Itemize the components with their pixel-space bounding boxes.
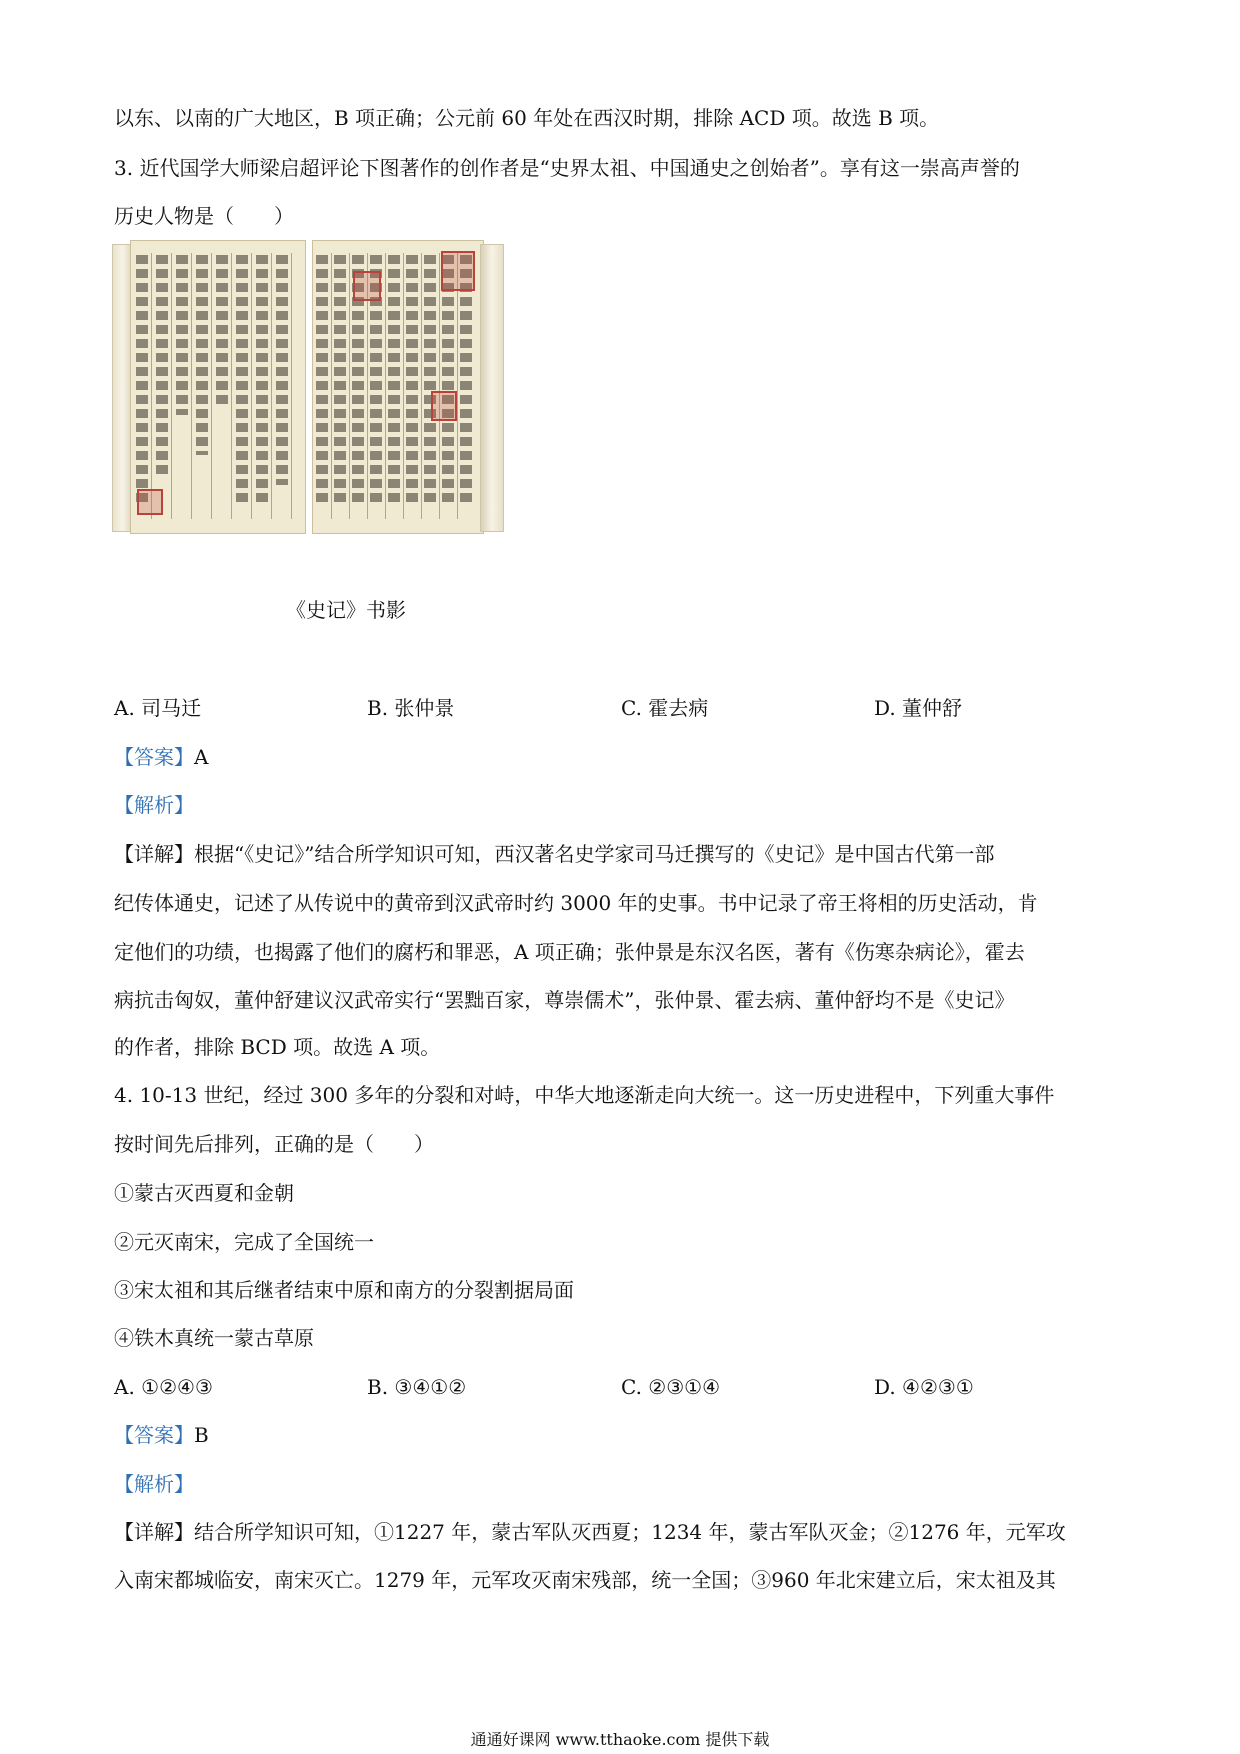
detail-tag: 【详解】 <box>114 1520 194 1544</box>
detail-line <box>114 1517 1134 1547</box>
option-b: B. 张仲景 <box>367 696 455 720</box>
analysis-tag: 【解析】 <box>114 1472 194 1496</box>
text-line: 以东、以南的广大地区，B 项正确；公元前 60 年处在西汉时期，排除 ACD 项。故选 B 项。 <box>114 106 940 130</box>
question-4-item: ①蒙古灭西夏和金朝 <box>114 1181 294 1205</box>
book-page-left <box>130 240 306 534</box>
question-3-stem-cont: 历史人物是（ ） <box>114 204 294 228</box>
detail-tag: 【详解】 <box>114 842 194 866</box>
question-4-options <box>114 1372 1124 1402</box>
option-c: C. ②③①④ <box>621 1375 721 1399</box>
question-4-item: ③宋太祖和其后继者结束中原和南方的分裂割据局面 <box>114 1278 574 1302</box>
question-3-options <box>114 693 1124 723</box>
detail-line: 入南宋都城临安，南宋灭亡。1279 年，元军攻灭南宋残部，统一全国；③960 年北宋建立后，宋太祖及其 <box>114 1568 1056 1592</box>
detail-line <box>114 839 1134 869</box>
option-b: B. ③④①② <box>367 1375 467 1399</box>
option-a: A. ①②④③ <box>114 1375 213 1399</box>
analysis-line <box>114 790 1134 820</box>
question-4-item: ④铁木真统一蒙古草原 <box>114 1326 314 1350</box>
seal-stamp <box>137 489 163 515</box>
option-a: A. 司马迁 <box>114 696 202 720</box>
detail-text: 结合所学知识可知，①1227 年，蒙古军队灭西夏；1234 年，蒙古军队灭金；②1276 年，元军攻 <box>194 1520 1066 1544</box>
seal-stamp <box>441 251 475 291</box>
page-footer: 通通好课网 www.tthaoke.com 提供下载 <box>470 1730 770 1749</box>
answer-value: A <box>194 745 209 769</box>
book-page-right <box>312 240 484 534</box>
answer-tag: 【答案】 <box>114 1423 194 1447</box>
detail-line: 病抗击匈奴，董仲舒建议汉武帝实行“罢黜百家，尊崇儒术”，张仲景、霍去病、董仲舒均不是《史记》 <box>114 988 1015 1012</box>
scroll-rod-right <box>480 244 504 532</box>
question-4-item: ②元灭南宋，完成了全国统一 <box>114 1230 374 1254</box>
answer-tag: 【答案】 <box>114 745 194 769</box>
question-4-stem-cont: 按时间先后排列，正确的是（ ） <box>114 1132 434 1156</box>
answer-line <box>114 742 1134 772</box>
option-d: D. 董仲舒 <box>874 696 963 720</box>
analysis-line <box>114 1469 1134 1499</box>
option-c: C. 霍去病 <box>621 696 709 720</box>
answer-line <box>114 1420 1134 1450</box>
answer-value: B <box>194 1423 209 1447</box>
detail-line: 的作者，排除 BCD 项。故选 A 项。 <box>114 1035 441 1059</box>
seal-stamp <box>353 271 381 301</box>
question-4-stem: 4. 10-13 世纪，经过 300 多年的分裂和对峙，中华大地逐渐走向大统一。这一历史进程中，下列重大事件 <box>114 1083 1055 1107</box>
question-3-stem: 3. 近代国学大师梁启超评论下图著作的创作者是“史界太祖、中国通史之创始者”。享有这一崇高声誉的 <box>114 156 1020 180</box>
seal-stamp <box>431 391 457 421</box>
detail-line: 纪传体通史，记述了从传说中的黄帝到汉武帝时约 3000 年的史事。书中记录了帝王将相的历史活动，肯 <box>114 891 1038 915</box>
detail-line: 定他们的功绩，也揭露了他们的腐朽和罪恶，A 项正确；张仲景是东汉名医，著有《伤寒杂病论》，霍去 <box>114 940 1025 964</box>
option-d: D. ④②③① <box>874 1375 974 1399</box>
analysis-tag: 【解析】 <box>114 793 194 817</box>
image-caption: 《史记》书影 <box>286 598 406 622</box>
detail-text: 根据“《史记》”结合所学知识可知，西汉著名史学家司马迁撰写的《史记》是中国古代第一部 <box>194 842 995 866</box>
